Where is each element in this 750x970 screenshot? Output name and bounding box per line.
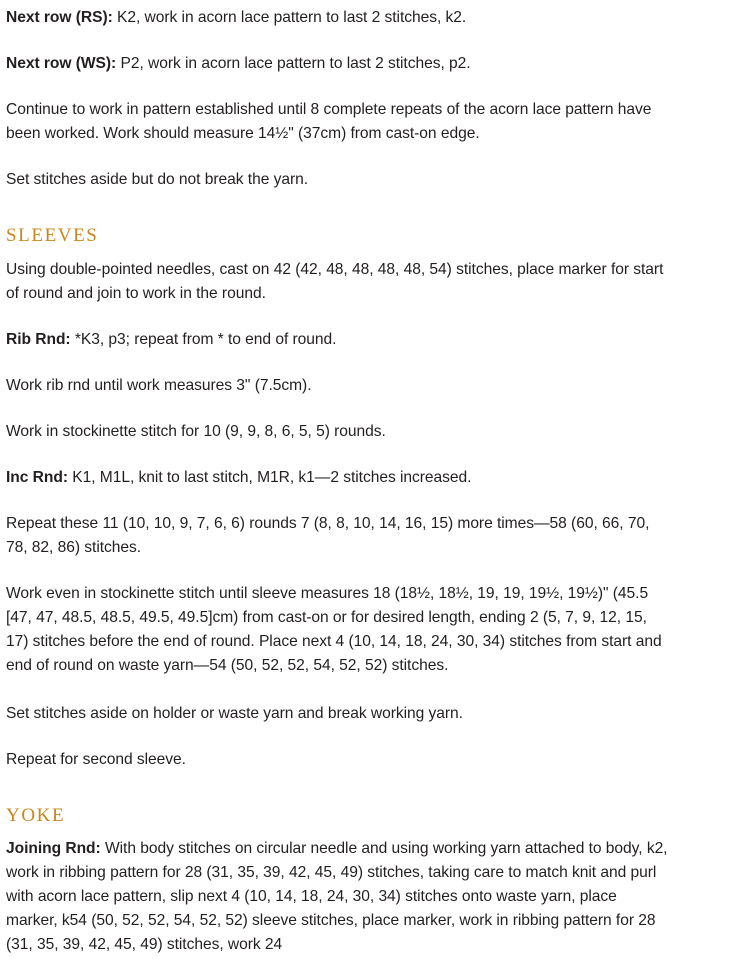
next-row-ws-text: P2, work in acorn lace pattern to last 2 stitches, p2. — [116, 55, 471, 72]
joining-rnd-line-3: with acorn lace pattern, slip next 4 (10, 14, 18, 24, 30, 34) stitches onto waste yarn, place — [6, 888, 617, 905]
work-even-line-1: Work even in stockinette stitch until sleeve measures 18 (18½, 18½, 19, 19, 19½, 19½)" (45.5 — [6, 585, 649, 602]
continue-line-2: been worked. Work should measure 14½" (37cm) from cast-on edge. — [6, 125, 480, 142]
work-even-paragraph — [6, 582, 662, 678]
work-even-line-4: end of round on waste yarn—54 (50, 52, 52, 54, 52, 52) stitches. — [6, 657, 449, 674]
continue-paragraph — [6, 98, 651, 146]
inc-rnd-paragraph — [6, 466, 471, 490]
joining-rnd-line-2: work in ribbing pattern for 28 (31, 35, 39, 42, 45, 49) stitches, taking care to match knit and purl — [6, 864, 657, 881]
joining-rnd-paragraph — [6, 837, 667, 957]
cast-on-paragraph — [6, 258, 663, 306]
rib-measure-paragraph: Work rib rnd until work measures 3" (7.5cm). — [6, 377, 312, 394]
rib-rnd-text: *K3, p3; repeat from * to end of round. — [70, 331, 337, 348]
repeat-rounds-paragraph — [6, 512, 649, 560]
continue-line-1: Continue to work in pattern established until 8 complete repeats of the acorn lace pattern have — [6, 101, 652, 118]
work-even-line-2: [47, 47, 48.5, 48.5, 49.5, 49.5]cm) from cast-on or for desired length, ending 2 (5, 7, 9, 12, 15, — [6, 609, 647, 626]
joining-rnd-label: Joining Rnd: — [6, 840, 101, 857]
cast-on-line-2: of round and join to work in the round. — [6, 285, 266, 302]
next-row-rs-text: K2, work in acorn lace pattern to last 2 stitches, k2. — [112, 9, 467, 26]
inc-rnd-text: K1, M1L, knit to last stitch, M1R, k1—2 stitches increased. — [67, 469, 472, 486]
next-row-rs-label: Next row (RS): — [6, 9, 113, 26]
next-row-ws-paragraph — [6, 52, 471, 76]
sleeves-heading: SLEEVES — [6, 225, 99, 246]
repeat-rounds-line-1: Repeat these 11 (10, 10, 9, 7, 6, 6) rounds 7 (8, 8, 10, 14, 16, 15) more times—58 (60, 66, 70, — [6, 515, 650, 532]
joining-rnd-line-1: With body stitches on circular needle and using working yarn attached to body, k2, — [100, 840, 668, 857]
work-even-line-3: 17) stitches before the end of round. Place next 4 (10, 14, 18, 24, 30, 34) stitches from start and — [6, 633, 662, 650]
rib-rnd-label: Rib Rnd: — [6, 331, 71, 348]
second-sleeve-paragraph: Repeat for second sleeve. — [6, 751, 186, 768]
inc-rnd-label: Inc Rnd: — [6, 469, 68, 486]
stockinette-paragraph: Work in stockinette stitch for 10 (9, 9, 8, 6, 5, 5) rounds. — [6, 423, 386, 440]
next-row-ws-label: Next row (WS): — [6, 55, 117, 72]
joining-rnd-line-5: (31, 35, 39, 42, 45, 49) stitches, work 24 — [6, 936, 283, 953]
next-row-rs-paragraph — [6, 6, 466, 30]
yoke-heading: YOKE — [6, 805, 66, 826]
joining-rnd-line-4: marker, k54 (50, 52, 52, 54, 52, 52) sleeve stitches, place marker, work in ribbing pattern for 28 — [6, 912, 656, 929]
rib-rnd-paragraph — [6, 328, 336, 352]
set-aside-holder-paragraph: Set stitches aside on holder or waste yarn and break working yarn. — [6, 705, 463, 722]
set-aside-paragraph: Set stitches aside but do not break the yarn. — [6, 171, 309, 188]
repeat-rounds-line-2: 78, 82, 86) stitches. — [6, 539, 142, 556]
cast-on-line-1: Using double-pointed needles, cast on 42 (42, 48, 48, 48, 48, 54) stitches, place marker for start — [6, 261, 664, 278]
